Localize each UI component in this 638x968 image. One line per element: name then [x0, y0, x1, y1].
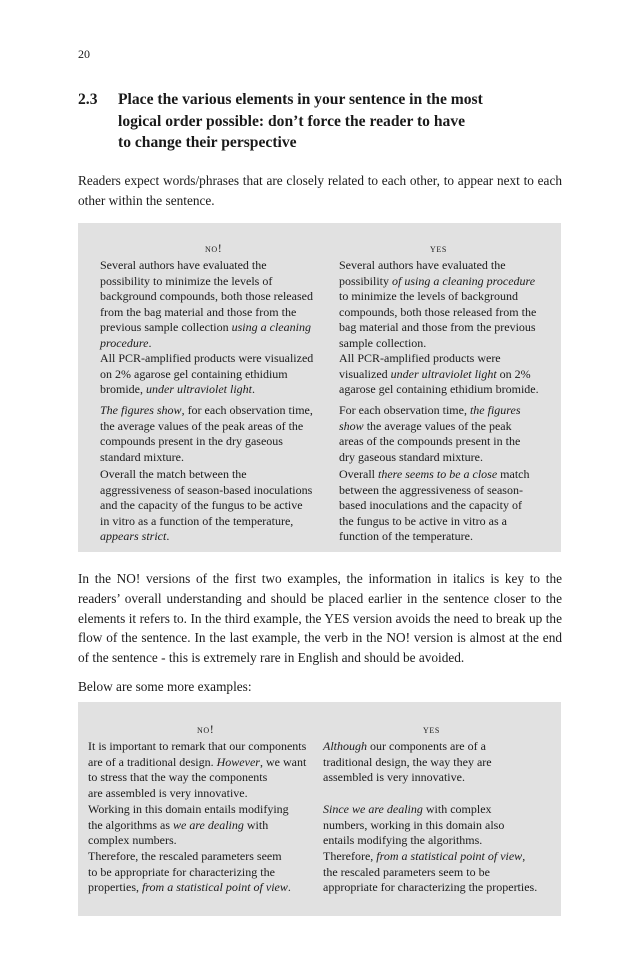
italic-emphasis: The figures show	[100, 403, 182, 417]
no-example	[100, 403, 330, 465]
text-run: .	[166, 529, 170, 543]
yes-column-header: yes	[423, 722, 440, 736]
yes-example	[339, 258, 549, 351]
italic-emphasis: from a statistical point of view	[376, 849, 523, 863]
no-example	[88, 849, 328, 896]
italic-emphasis: the figures show	[339, 403, 521, 433]
text-run: For each observation time,	[339, 403, 470, 417]
yes-example	[323, 739, 548, 786]
italic-emphasis: under ultraviolet light	[390, 366, 497, 381]
italic-emphasis: appears strict	[100, 529, 167, 543]
yes-column-header: yes	[430, 241, 447, 255]
no-example	[88, 739, 328, 801]
page-number: 20	[78, 47, 90, 61]
text-run: , for each observation time, the average values of the peak areas of the compounds present in the dry gaseous standard mixture.	[100, 403, 313, 464]
text-run: with complex numbers.	[88, 817, 269, 847]
no-example	[100, 258, 330, 351]
text-run: .	[287, 880, 291, 894]
text-run: .	[252, 382, 255, 396]
text-run: Working in this domain entails modifying the algorithms as	[88, 802, 289, 832]
text-run: match between the aggressiveness of season- based inoculations and the capacity of the fungus to be active in vitro as a function of the temperature.	[339, 467, 530, 543]
italic-emphasis: we are dealing	[172, 817, 244, 832]
text-run: Several authors have evaluated the possibility	[339, 258, 506, 288]
italic-emphasis: under ultraviolet light	[146, 382, 252, 396]
section-number: 2.3	[78, 91, 98, 108]
no-example	[100, 467, 330, 545]
yes-example	[339, 467, 549, 545]
text-run: to minimize the levels of background compounds, both those released from the bag material and those from the previous sample collection.	[339, 289, 537, 350]
no-column-header: no!	[197, 722, 215, 736]
text-run: Several authors have evaluated the possibility to minimize the levels of background compounds, both those released from the bag material and those from the previous sample collection	[100, 258, 313, 334]
no-column-header: no!	[205, 241, 223, 255]
analysis-paragraph: In the NO! versions of the first two examples, the information in italics is key to the readers’ overall understanding and should be placed earlier in the sentence closer to the elements it refers to. In the third example, the YES version avoids the need to break up the flow of the sentence. In the last example, the verb in the NO! version is almost at the end of the sentence - this is extremely rare in English and should be avoided.	[78, 571, 562, 666]
text-run: , the rescaled parameters seem to be appropriate for characterizing the properties.	[323, 849, 538, 894]
text-run: with complex numbers, working in this domain also entails modifying the algorithms.	[323, 802, 505, 847]
text-run: our components are of a traditional design, the way they are assembled is very innovative.	[323, 739, 492, 784]
italic-emphasis: Although	[323, 739, 367, 753]
text-run: It is important to remark that our components are of a traditional design.	[88, 739, 307, 769]
yes-example	[323, 849, 548, 896]
italic-emphasis: However	[216, 754, 260, 769]
section-heading	[78, 89, 558, 154]
example-box-1	[78, 223, 561, 552]
text-run: Therefore,	[323, 849, 377, 863]
yes-example	[323, 802, 548, 849]
italic-emphasis: Since we are dealing	[323, 802, 423, 816]
example-box-2	[78, 702, 561, 916]
text-run: the average values of the peak areas of the compounds present in the dry gaseous standard mixture.	[339, 418, 521, 464]
more-examples-line: Below are some more examples:	[78, 679, 252, 694]
section-title: Place the various elements in your sentence in the most logical order possible: don’t force the reader to have to change their perspective	[118, 91, 483, 151]
yes-example	[339, 403, 549, 465]
italic-emphasis: using a cleaning procedure	[100, 320, 311, 350]
text-run: All PCR-amplified products were visualized on 2% agarose gel containing ethidium bromide,	[100, 351, 314, 396]
text-run: .	[148, 335, 152, 350]
text-run: on 2% agarose gel containing ethidium bromide.	[339, 366, 539, 396]
no-example	[88, 802, 328, 849]
text-run: Therefore, the rescaled parameters seem to be appropriate for characterizing the properties,	[88, 849, 282, 894]
text-run: Overall	[339, 467, 378, 481]
italic-emphasis: from a statistical point of view	[141, 880, 288, 894]
yes-example	[339, 351, 549, 398]
text-run: All PCR-amplified products were visualized	[339, 351, 501, 381]
italic-emphasis: there seems to be a close	[377, 467, 498, 481]
no-example	[100, 351, 330, 398]
italic-emphasis: of using a cleaning procedure	[392, 273, 536, 288]
text-run: , we want to stress that the way the components are assembled is very innovative.	[88, 754, 307, 800]
intro-paragraph: Readers expect words/phrases that are closely related to each other, to appear next to each other within the sentence.	[78, 173, 562, 208]
text-run: Overall the match between the aggressiveness of season-based inoculations and the capacity of the fungus to be active in vitro as a function of the temperature,	[100, 467, 313, 528]
